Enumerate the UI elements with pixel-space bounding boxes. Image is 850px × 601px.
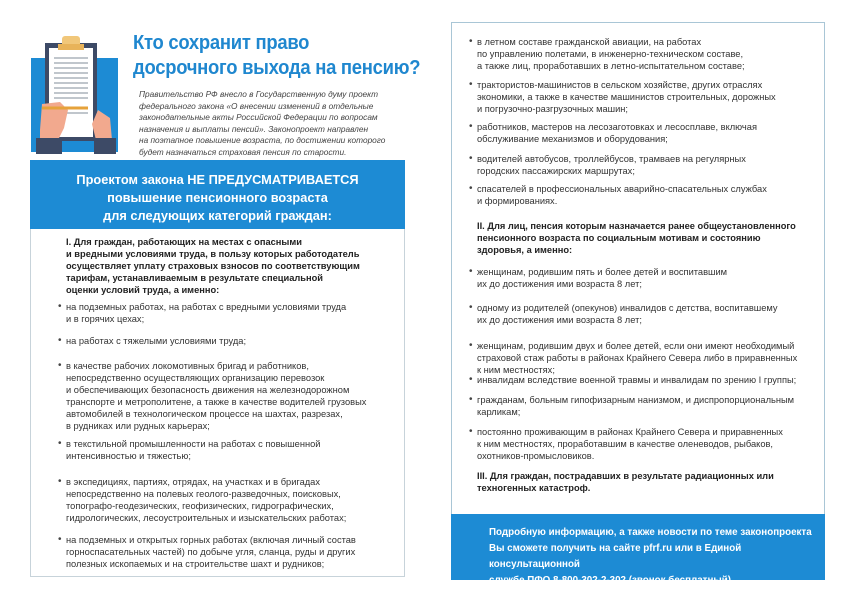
list-item: • в экспедициях, партиях, отрядах, на участках и в бригадах непосредственно на полевых геолого-разведочных, поисковых, топографо-геодезических, геофизических, гидрографических, гидрологических, лесоустроительных и изыскательских работах; — [58, 476, 346, 524]
list-item: • инвалидам вследствие военной травмы и инвалидам по зрению I группы; — [469, 374, 796, 386]
list-item: • водителей автобусов, троллейбусов, трамваев на регулярных городских пассажирских маршрутах; — [469, 153, 746, 177]
list-item: • трактористов-машинистов в сельском хозяйстве, других отраслях экономики, а также в качестве машинистов строительных, дорожных и погрузочно-разгрузочных машин; — [469, 79, 776, 115]
page-title: Кто сохранит право досрочного выхода на пенсию? — [133, 31, 421, 79]
list-item: • одному из родителей (опекунов) инвалидов с детства, воспитавшему их до достижения ими возраста 8 лет; — [469, 302, 778, 326]
list-item: • постоянно проживающим в районах Крайнего Севера и приравненных к ним местностях, проработавшим в качестве оленеводов, рыбаков, охотников-промысловиков. — [469, 426, 783, 462]
footer-contact-info: Подробную информацию, а также новости по теме законопроекта Вы сможете получить на сайте pfrf.ru или в Единой консультационной службе ПФО 8-800-302-2-302 (звонок бесплатный). — [451, 514, 825, 580]
clipboard-illustration-icon — [30, 32, 120, 154]
list-item: • на работах с тяжелыми условиями труда; — [58, 335, 246, 347]
list-item: • в качестве рабочих локомотивных бригад и работников, непосредственно осуществляющих организацию перевозок и обеспечивающих безопасность движения на железнодорожном транспорте и метрополитене, а также в качестве водителей грузовых автомобилей в технологическом процессе на шахтах, разрезах, в рудниках или рудных карьерах; — [58, 360, 366, 432]
section2-heading: II. Для лиц, пенсия которым назначается ранее общеустановленного пенсионного возраста по социальным мотивам и состоянию здоровья, а именно: — [477, 221, 796, 255]
list-item: • на подземных и открытых горных работах (включая личный состав горноспасательных частей) по добыче угля, сланца, руды и других полезных ископаемых и на строительстве шахт и рудников; — [58, 534, 356, 570]
list-item: • работников, мастеров на лесозаготовках и лесосплаве, включая обслуживание механизмов и оборудования; — [469, 121, 757, 145]
intro-text: Правительство РФ внесло в Государственную думу проект федерального закона «О внесении изменений в отдельные законодательные акты Российской Федерации по вопросам назначения и выплаты пенсий». Законопроект направлен на поэтапное повышение возраста, по достижении которого будет назначаться страховая пенсия по старости. — [139, 89, 386, 157]
banner-heading: Проектом закона НЕ ПРЕДУСМАТРИВАЕТСЯ повышение пенсионного возраста для следующих категорий граждан: — [30, 160, 405, 229]
list-item: • женщинам, родившим двух и более детей, если они имеют необходимый страховой стаж работы в районах Крайнего Севера либо в приравненных к ним местностях; — [469, 340, 797, 376]
list-item: • на подземных работах, на работах с вредными условиями труда и в горячих цехах; — [58, 301, 346, 325]
list-item: • спасателей в профессиональных аварийно-спасательных службах и формированиях. — [469, 183, 767, 207]
section3-heading: III. Для граждан, пострадавших в результате радиационных или техногенных катастроф. — [477, 471, 774, 493]
list-item: • в текстильной промышленности на работах с повышенной интенсивностью и тяжестью; — [58, 438, 320, 462]
list-item: • женщинам, родившим пять и более детей и воспитавшим их до достижения ими возраста 8 лет; — [469, 266, 727, 290]
list-item: • в летном составе гражданской авиации, на работах по управлению полетами, в инженерно-техническом составе, а также лиц, проработавших в летно-испытательном составе; — [469, 36, 745, 72]
list-item: • гражданам, больным гипофизарным нанизмом, и диспропорциональным карликам; — [469, 394, 794, 418]
section1-heading: I. Для граждан, работающих на местах с опасными и вредными условиями труда, в пользу которых работодатель осуществляет уплату страховых взносов по соответствующим тарифам, устанавливаемым в результате специальной оценки условий труда, а именно: — [66, 237, 360, 295]
